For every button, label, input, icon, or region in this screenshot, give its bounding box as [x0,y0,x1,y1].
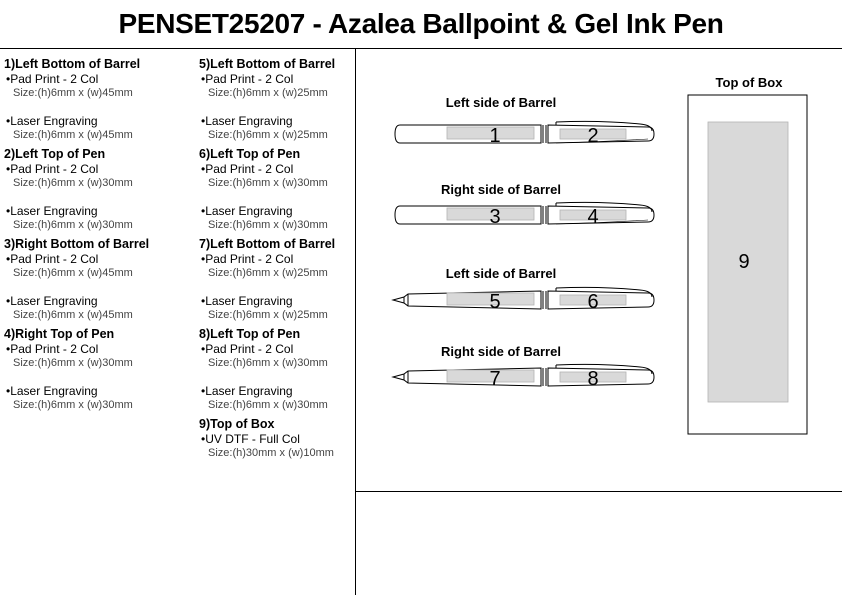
location-heading: 9)Top of Box [199,417,275,431]
print-area-number: 6 [587,291,599,313]
print-method: •Pad Print - 2 Col [6,252,99,266]
print-size: Size:(h)6mm x (w)30mm [13,219,133,231]
print-size: Size:(h)6mm x (w)30mm [208,357,328,369]
print-method: •Pad Print - 2 Col [6,162,99,176]
print-size: Size:(h)6mm x (w)30mm [13,357,133,369]
print-size: Size:(h)6mm x (w)30mm [13,177,133,189]
print-method: •Laser Engraving [6,294,98,308]
print-size: Size:(h)6mm x (w)45mm [13,129,133,141]
location-heading: 7)Left Bottom of Barrel [199,237,336,251]
location-heading: 3)Right Bottom of Barrel [4,237,150,251]
print-area-number: 2 [587,125,599,147]
print-method: •Laser Engraving [6,384,98,398]
print-area-number: 4 [587,206,599,228]
pen-view-label: Left side of Barrel [445,95,557,110]
print-size: Size:(h)6mm x (w)25mm [208,267,328,279]
print-area-number: 8 [587,368,599,390]
print-method: •UV DTF - Full Col [201,432,300,446]
print-method: •Pad Print - 2 Col [201,252,294,266]
pen-view-label: Left side of Barrel [445,266,557,281]
print-method: •Pad Print - 2 Col [201,342,294,356]
print-size: Size:(h)6mm x (w)30mm [13,399,133,411]
location-heading: 6)Left Top of Pen [199,147,301,161]
box-label: Top of Box [715,75,783,90]
print-method: •Laser Engraving [201,294,293,308]
print-method: •Pad Print - 2 Col [6,72,99,86]
print-method: •Pad Print - 2 Col [6,342,99,356]
print-size: Size:(h)6mm x (w)45mm [13,267,133,279]
print-size: Size:(h)6mm x (w)45mm [13,309,133,321]
print-size: Size:(h)6mm x (w)30mm [208,177,328,189]
print-area-number: 5 [489,291,501,313]
print-size: Size:(h)6mm x (w)25mm [208,309,328,321]
print-method: •Laser Engraving [201,114,293,128]
pen-view-label: Right side of Barrel [441,182,561,197]
print-area-number: 1 [489,125,501,147]
print-size: Size:(h)6mm x (w)30mm [208,219,328,231]
page-title: PENSET25207 - Azalea Ballpoint & Gel Ink Pen [118,8,724,39]
location-heading: 5)Left Bottom of Barrel [199,57,336,71]
print-method: •Pad Print - 2 Col [201,72,294,86]
pen-view-label: Right side of Barrel [441,344,561,359]
print-method: •Laser Engraving [201,204,293,218]
print-area-number: 9 [738,251,750,273]
print-size: Size:(h)6mm x (w)25mm [208,87,328,99]
print-method: •Pad Print - 2 Col [201,162,294,176]
print-area-number: 7 [489,368,501,390]
print-size: Size:(h)6mm x (w)25mm [208,129,328,141]
print-size: Size:(h)30mm x (w)10mm [208,447,334,459]
print-method: •Laser Engraving [201,384,293,398]
print-area-number: 3 [489,206,501,228]
location-heading: 4)Right Top of Pen [4,327,115,341]
print-size: Size:(h)6mm x (w)30mm [208,399,328,411]
location-heading: 8)Left Top of Pen [199,327,301,341]
print-size: Size:(h)6mm x (w)45mm [13,87,133,99]
location-heading: 1)Left Bottom of Barrel [4,57,141,71]
location-heading: 2)Left Top of Pen [4,147,106,161]
print-method: •Laser Engraving [6,114,98,128]
print-method: •Laser Engraving [6,204,98,218]
